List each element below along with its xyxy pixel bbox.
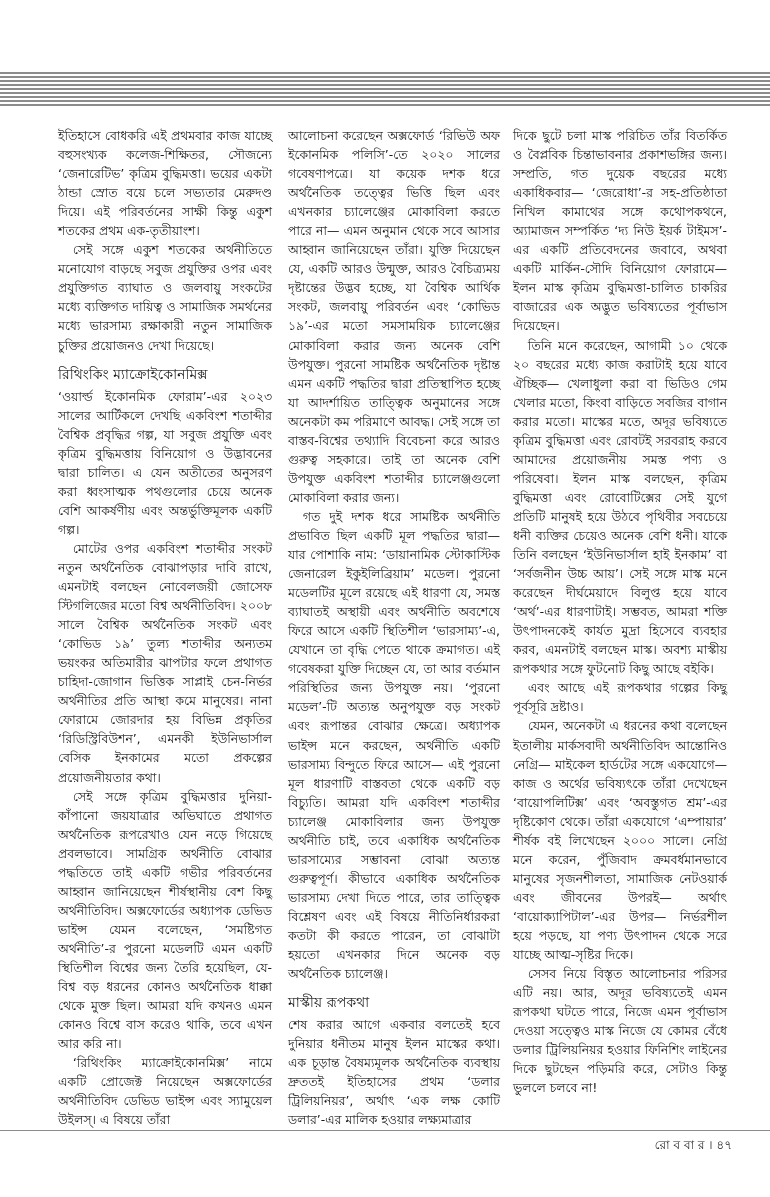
article-paragraph: তিনি মনে করেছেন, আগামী ১০ থেকে ২০ বছরের মধ্যে কাজ করাটাই হয়ে যাবে ঐচ্ছিক— খেলাধুলা করা বা ভিডিও গেম খেলার মতো, কিংবা বাড়িতে সবজির বাগান করার মতো। মাস্কের মতে, অদূর ভবিষ্যতে কৃত্রিম বুদ্ধিমত্তা এবং রোবটই সরবরাহ করবে আমাদের প্রয়োজনীয় সমস্ত পণ্য ও পরিষেবা। ইলন মাস্ক বলছেন, কৃত্রিম বুদ্ধিমত্তা এবং রোবোটিক্সের সেই যুগে প্রতিটি মানুষই হয়ে উঠবে পৃথিবীর সবচেয়ে ধনী ব্যক্তির চেয়েও অনেক বেশি ধনী। যাকে তিনি বলছেন ‘ইউনিভার্সাল হাই ইনকাম’ বা ‘সর্বজনীন উচ্চ আয়’। সেই সঙ্গে মাস্ক মনে করেছেন দীর্ঘমেয়াদে বিলুপ্ত হয়ে যাবে ‘অর্থ’-এর ধারণাটাই। সম্ভবত, আমরা শক্তি উৎপাদনকেই কার্যত মুদ্রা হিসেবে ব্যবহার করব, এমনটাই বলছেন মাস্ক। অবশ্য মাস্কীয় রূপকথার সঙ্গে ফুটনোট কিছু আছে বইকি। (513, 337, 727, 677)
article-paragraph: সেই সঙ্গে একুশ শতকের অর্থনীতিতে মনোযোগ বাড়ছে সবুজ প্রযুক্তির ওপর এবং প্রযুক্তিগত ব্যাঘাত ও জলবায়ু সংকটের মধ্যে ব্যক্তিগত দায়িত্ব ও সামাজিক সমর্থনের মধ্যে ভারসাম্য রক্ষাকারী নতুন সামাজিক চুক্তির প্রয়োজনও দেখা দিয়েছে। (58, 242, 272, 353)
article-paragraph: শেষ করার আগে একবার বলতেই হবে দুনিয়ার ধনীতম মানুষ ইলন মাস্কের কথা। এক চূড়ান্ত বৈষম্যমূলক অর্থনৈতিক ব্যবস্থায় দ্রুততই ইতিহাসের প্রথম ‘ডলার ট্রিলিয়নিয়র’, অর্থাৎ ‘এক লক্ষ কোটি ডলার’-এর মালিক হওয়ার লক্ষ্যমাত্রার (288, 1017, 500, 1128)
section-heading: রিথিংকিং ম্যাক্রোইকোনমিক্স (58, 366, 208, 383)
column-1 (58, 126, 272, 1129)
article-paragraph: ‘রিথিংকিং ম্যাক্রোইকোনমিক্স’ নামে একটি প্রোজেক্ট নিয়েছেন অক্সফোর্ডের অর্থনীতিবিদ ডেভিড ভাইন্স এবং স্যামুয়েল উইলস্‌। এ বিষয়ে তাঁরা (58, 1055, 272, 1128)
page-folio: রো ব বা র । ৪৭ (654, 1138, 732, 1152)
article-paragraph: আলোচনা করেছেন অক্সফোর্ড ‘রিভিউ অফ ইকোনমিক পলিসি’-তে ২০২০ সালের গবেষণাপত্রে। যা কয়েক দশক ধরে অর্থনৈতিক তত্ত্বের ভিত্তি ছিল এবং এখনকার চ্যালেঞ্জের মোকাবিলা করতে পারে না— এমন অনুমান থেকে সবে আসার আহ্বান জানিয়েছেন তাঁরা। যুক্তি দিয়েছেন যে, একটি আরও উন্মুক্ত, আরও বৈচিত্র্যময় দৃষ্টান্তের উদ্ভব হচ্ছে, যা বৈশ্বিক আর্থিক সংকট, জলবায়ু পরিবর্তন এবং ‘কোভিড ১৯’-এর মতো সমসাময়িক চ্যালেঞ্জের মোকাবিলা করার জন্য অনেক বেশি উপযুক্ত। পুরনো সামষ্টিক অর্থনৈতিক দৃষ্টান্ত এমন একটি পদ্ধতির দ্বারা প্রতিস্থাপিত হচ্ছে যা আদর্শায়িত তাত্ত্বিক অনুমানের সঙ্গে অনেকটা কম পরিমাণে আবদ্ধ। সেই সঙ্গে তা বাস্তব-বিশ্বের তথ্যাদি বিবেচনা করে আরও গুরুত্ব সহকারে। তাই তা অনেক বেশি উপযুক্ত একবিংশ শতাব্দীর চ্যালেঞ্জগুলো মোকাবিলা করার জন্য। (288, 128, 500, 505)
article-paragraph: মোটের ওপর একবিংশ শতাব্দীর সংকট নতুন অর্থনৈতিক বোঝাপড়ার দাবি রাখে, এমনটাই বলছেন নোবেলজয়ী জোসেফ স্টিগলিজের মতো বিশ্ব অর্থনীতিবিদ। ২০০৮ সালে বৈশ্বিক অর্থনৈতিক সংকট এবং ‘কোভিড ১৯’ তুল্য শতাব্দীর অন্যতম ভয়ংকর অতিমারীর ঝাপটার ফলে প্রথাগত চাহিদা-জোগান ভিত্তিক সাপ্লাই চেন-নির্ভর অর্থনীতির প্রতি আস্থা কমে মানুষের। নানা ফোরামে জোরদার হয় বিভিন্ন প্রকৃতির ‘রিডিস্ট্রিবিউশন’, এমনকী ইউনিভার্সাল বেসিক ইনকামের মতো প্রকল্পের প্রয়োজনীয়তার কথা। (58, 540, 272, 785)
article-paragraph: সেই সঙ্গে কৃত্রিম বুদ্ধিমত্তার দুনিয়া-কাঁপানো জয়যাত্রার অভিঘাতে প্রথাগত অর্থনৈতিক রূপরেখাও যেন নড়ে গিয়েছে প্রবলভাবে। সামগ্রিক অর্থনীতি বোঝার পদ্ধতিতে তাই একটি গভীর পরিবর্তনের আহ্বান জানিয়েছেন শীর্ষস্থানীয় বেশ কিছু অর্থনীতিবিদ। অক্সফোর্ডের অধ্যাপক ডেভিড ভাইন্স যেমন বলেছেন, ‘সমষ্টিগত অর্থনীতি’-র পুরনো মডেলটি এমন একটি স্থিতিশীল বিশ্বের জন্য তৈরি হয়েছিল, যে-বিশ্ব বড় ধরনের কোনও অর্থনৈতিক ধাক্কা থেকে মুক্ত ছিল। আমরা যদি কখনও এমন কোনও বিশ্বে বাস করেও থাকি, তবে এখন আর করি না। (58, 788, 272, 1052)
column-3 (513, 126, 727, 1097)
article-paragraph: ইতিহাসে বোধকরি এই প্রথমবার কাজ যাচ্ছে বহুসংখ্যক কলেজ-শিক্ষিতর, সৌজন্যে ‘জেনারেটিভ’ কৃত্রিম বুদ্ধিমত্তা। ভয়ের একটা ঠান্ডা স্রোত বয়ে চলে সভ্যতার মেরুদণ্ড দিয়ে। এই পরিবর্তনের সাক্ষী কিন্তু একুশ শতকের প্রথম এক-তৃতীয়াংশ। (58, 128, 272, 239)
article-paragraph: ‘ওয়ার্ল্ড ইকোনমিক ফোরাম’-এর ২০২৩ সালের আর্টিকলে দেখছি একবিংশ শতাব্দীর বৈশ্বিক প্রবৃদ্ধির গল্প, যা সবুজ প্রযুক্তি এবং কৃত্রিম বুদ্ধিমত্তায় বিনিয়োগ ও উদ্ভাবনের দ্বারা চালিত। এ যেন অতীতের অনুসরণ করা ধ্বংসাত্মক পথগুলোর চেয়ে অনেক বেশি আকর্ষণীয় এবং অন্তর্ভুক্তিমূলক একটি গল্প। (58, 388, 272, 537)
article-paragraph: দিকে ছুটে চলা মাস্ক পরিচিত তাঁর বিতর্কিত ও বৈপ্লবিক চিন্তাভাবনার প্রকাশভঙ্গির জন্য। সম্প্রতি, গত দুয়েক বছরের মধ্যে একাধিকবার— ‘জেরোধা’-র সহ-প্রতিষ্ঠাতা নিখিল কামাথের সঙ্গে কথোপকথনে, অ্যামাজন সম্পর্কিত ‘দ্য নিউ ইয়র্ক টাইমস’-এর একটি প্রতিবেদনের জবাবে, অথবা একটি মার্কিন-সৌদি বিনিয়োগ ফোরামে— ইলন মাস্ক কৃত্রিম বুদ্ধিমত্তা-চালিত চাকরির বাজারের এক অদ্ভুত ভবিষ্যতের পূর্বাভাস দিয়েছেন। (513, 128, 727, 334)
column-2 (288, 126, 500, 1129)
article-paragraph: সেসব নিয়ে বিস্তৃত আলোচনার পরিসর এটি নয়। আর, অদূর ভবিষ্যতেই এমন রূপকথা ঘটতে পারে, নিজে এমন পূর্বাভাস দেওয়া সত্ত্বেও মাস্ক নিজে যে কোমর বেঁধে ডলার ট্রিলিয়নিয়র হওয়ার ফিনিশিং লাইনের দিকে ছুটছেন পড়িমরি করে, সেটাও কিন্তু ভুললে চলবে না! (513, 966, 727, 1096)
footer-rule (0, 1130, 770, 1131)
article-paragraph: এবং আছে এই রূপকথার গল্পের কিছু পূর্বসূরি দ্রষ্টাও। (513, 680, 727, 715)
header-stripes (0, 72, 770, 108)
article-paragraph: গত দুই দশক ধরে সামষ্টিক অর্থনীতি প্রভাবিত ছিল একটি মূল পদ্ধতির দ্বারা— যার পোশাকি নাম: ‘ডায়ানামিক স্টোকাস্টিক জেনারেল ইকুইলিব্রিয়াম’ মডেল। পুরনো মডেলটির মূলে রয়েছে এই ধারণা যে, সমস্ত ব্যাঘাতই অস্থায়ী এবং অর্থনীতি অবশেষে ফিরে আসে একটি স্থিতিশীল ‘ভারসাম্য’-এ, যেখানে তা বৃদ্ধি পেতে থাকে ক্রমাগত। এই গবেষকরা যুক্তি দিচ্ছেন যে, তা আর বর্তমান পরিস্থিতির জন্য উপযুক্ত নয়। ‘পুরনো মডেল’-টি অত্যন্ত অনুপযুক্ত বড় সংকট এবং রূপান্তর বোঝার ক্ষেত্রে। অধ্যাপক ভাইন্স মনে করছেন, অর্থনীতি একটি ভারসাম্য বিন্দুতে ফিরে আসে— এই পুরনো মূল ধারণাটি বাস্তবতা থেকে একটি বড় বিচ্যুতি। আমরা যদি একবিংশ শতাব্দীর চ্যালেঞ্জ মোকাবিলার জন্য উপযুক্ত অর্থনীতি চাই, তবে একাধিক অর্থনৈতিক ভারসাম্যের সম্ভাবনা বোঝা অত্যন্ত গুরুত্বপূর্ণ। কীভাবে একাধিক অর্থনৈতিক ভারসাম্য দেখা দিতে পারে, তার তাত্ত্বিক বিশ্লেষণ এবং এই বিষয়ে নীতিনির্ধারকরা কতটা কী করতে পারেন, তা বোঝাটা হয়তো এখনকার দিনে অনেক বড় অর্থনৈতিক চ্যালেঞ্জ। (288, 508, 500, 982)
article-paragraph: যেমন, অনেকটা এ ধরনের কথা বলেছেন ইতালীয় মার্কসবাদী অর্থনীতিবিদ আন্তোনিও নেগ্রি— মাইকেল হার্ডটের সঙ্গে একযোগে— কাজ ও অর্থের ভবিষ্যৎকে তাঁরা দেখেছেন ‘বায়োপলিটিক্স’ এবং ‘অবস্তুগত শ্রম’-এর দৃষ্টিকোণ থেকে। তাঁরা একযোগে ‘এম্পায়ার’ শীর্ষক বই লিখেছেন ২০০০ সালে। নেগ্রি মনে করেন, পুঁজিবাদ ক্রমবর্ধমানভাবে মানুষের সৃজনশীলতা, সামাজিক নেটওয়ার্ক এবং জীবনের উপরই— অর্থাৎ ‘বায়োক্যাপিটাল’-এর উপর— নির্ভরশীল হয়ে পড়ছে, যা পণ্য উৎপাদন থেকে সরে যাচ্ছে আত্ম-সৃষ্টির দিকে। (513, 718, 727, 963)
section-heading: মাস্কীয় রূপকথা (288, 995, 370, 1012)
